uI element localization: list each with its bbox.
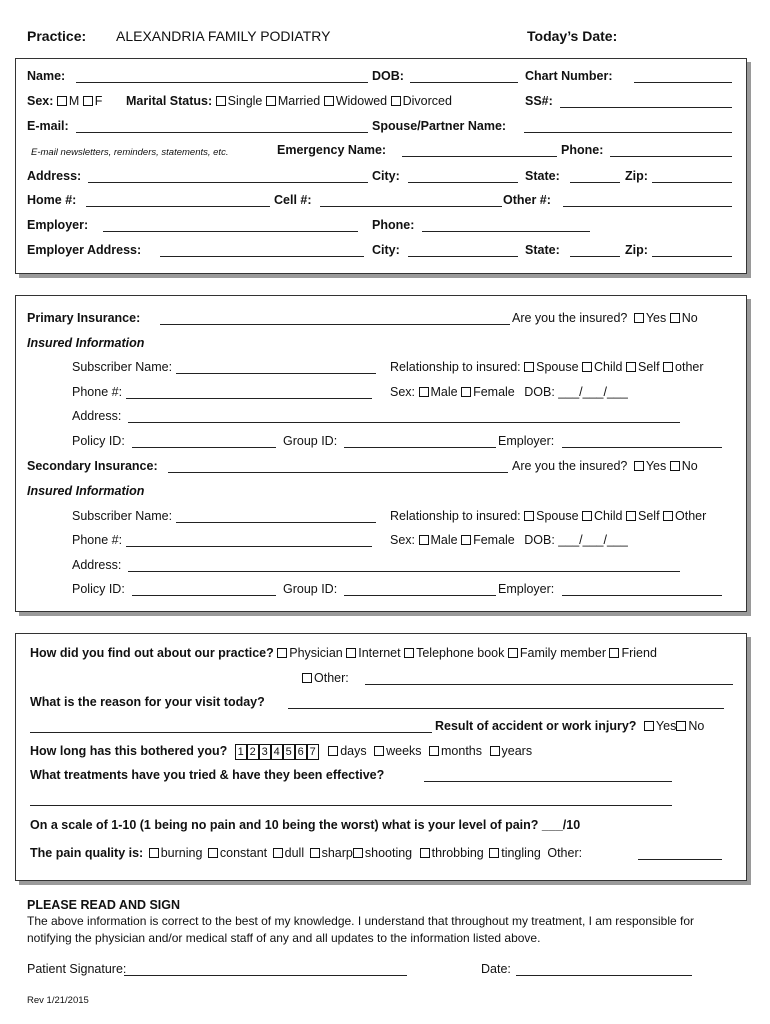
reason-field[interactable] — [288, 708, 724, 709]
employer-address-label: Employer Address: — [27, 243, 142, 257]
employer-phone-label: Phone: — [372, 218, 415, 232]
sex-f-checkbox[interactable] — [83, 96, 93, 106]
sex-label: Sex: — [27, 94, 54, 108]
email-note: E-mail newsletters, reminders, statements, etc. — [31, 147, 229, 158]
employer-zip-field[interactable] — [652, 256, 732, 257]
secondary-employer-field[interactable] — [562, 595, 722, 596]
secondary-employer-label: Employer: — [498, 582, 555, 596]
dob-field[interactable] — [410, 82, 518, 83]
primary-spouse-checkbox[interactable] — [524, 362, 534, 372]
spouse-label: Spouse/Partner Name: — [372, 119, 507, 133]
primary-group-field[interactable] — [344, 447, 496, 448]
primary-insured-info-heading: Insured Information — [27, 336, 145, 350]
secondary-self-label: Self — [638, 509, 660, 523]
employer-phone-field[interactable] — [422, 231, 590, 232]
signature-field[interactable] — [124, 975, 407, 976]
city-label: City: — [372, 169, 400, 183]
primary-child-checkbox[interactable] — [582, 362, 592, 372]
primary-policy-label: Policy ID: — [72, 434, 125, 448]
secondary-female-label: Female — [473, 533, 515, 547]
days-checkbox[interactable] — [328, 746, 338, 756]
primary-group-label: Group ID: — [283, 434, 338, 448]
secondary-insured-row — [512, 459, 698, 474]
primary-male-label: Male — [430, 385, 458, 399]
primary-insured-no-label: No — [681, 311, 698, 325]
secondary-subscriber-field[interactable] — [176, 522, 376, 523]
practice-name: ALEXANDRIA FAMILY PODIATRY — [116, 28, 331, 44]
months-checkbox[interactable] — [429, 746, 439, 756]
duration-number-boxes — [235, 744, 322, 758]
primary-address-label: Address: — [72, 409, 122, 423]
emergency-phone-label: Phone: — [561, 143, 604, 157]
secondary-address-label: Address: — [72, 558, 122, 572]
how-long-question: How long has this bothered you? — [30, 744, 228, 758]
primary-policy-field[interactable] — [132, 447, 276, 448]
telephone-book-checkbox[interactable] — [404, 648, 414, 658]
primary-dob-label: DOB: — [524, 385, 555, 399]
secondary-spouse-label: Spouse — [536, 509, 579, 523]
secondary-insured-no-label: No — [681, 459, 698, 473]
reason-field-line2[interactable] — [30, 732, 432, 733]
practice-label: Practice: — [27, 28, 87, 44]
secondary-sex-row — [390, 533, 628, 548]
years-label: years — [501, 744, 533, 758]
signature-label: Patient Signature: — [27, 962, 127, 976]
married-label: Married — [277, 94, 321, 108]
secondary-male-checkbox[interactable] — [419, 535, 429, 545]
find-other-field[interactable] — [365, 684, 733, 685]
pain-scale-question: On a scale of 1-10 (1 being no pain and 10 being the worst) what is your level of pain? — [30, 818, 539, 832]
address-field[interactable] — [88, 182, 368, 183]
accident-row — [435, 719, 704, 734]
family-member-label: Family member — [519, 646, 606, 660]
divorced-checkbox[interactable] — [391, 96, 401, 106]
sign-date-field[interactable] — [516, 975, 692, 976]
find-other-label: Other: — [314, 671, 349, 685]
secondary-male-label: Male — [430, 533, 458, 547]
constant-label: constant — [219, 846, 268, 860]
sign-heading: PLEASE READ AND SIGN — [27, 898, 181, 912]
cell-field[interactable] — [320, 206, 502, 207]
reason-question: What is the reason for your visit today? — [30, 695, 265, 709]
primary-relationship-row — [390, 360, 704, 375]
primary-insurance-label: Primary Insurance: — [27, 311, 141, 325]
primary-insurance-field[interactable] — [160, 324, 510, 325]
accident-yes-label: Yes — [655, 719, 677, 733]
duration-2-box[interactable]: 2 — [247, 744, 259, 760]
city-field[interactable] — [408, 182, 518, 183]
days-label: days — [340, 744, 367, 758]
home-label: Home #: — [27, 193, 77, 207]
shooting-checkbox[interactable] — [353, 848, 363, 858]
primary-sex-row — [390, 385, 628, 400]
duration-1-box[interactable]: 1 — [235, 744, 247, 760]
duration-4-box[interactable]: 4 — [271, 744, 283, 760]
secondary-relationship-label: Relationship to insured: — [390, 509, 521, 523]
dull-checkbox[interactable] — [273, 848, 283, 858]
primary-self-label: Self — [638, 360, 660, 374]
widowed-label: Widowed — [335, 94, 388, 108]
primary-employer-label: Employer: — [498, 434, 555, 448]
weeks-label: weeks — [386, 744, 422, 758]
secondary-group-field[interactable] — [344, 595, 496, 596]
primary-insured-yes-checkbox[interactable] — [634, 313, 644, 323]
name-label: Name: — [27, 69, 66, 83]
sign-date-label: Date: — [481, 962, 511, 976]
primary-subscriber-label: Subscriber Name: — [72, 360, 173, 374]
secondary-insurance-field[interactable] — [168, 472, 508, 473]
throbbing-label: throbbing — [431, 846, 484, 860]
single-checkbox[interactable] — [216, 96, 226, 106]
employer-field[interactable] — [103, 231, 358, 232]
primary-female-checkbox[interactable] — [461, 387, 471, 397]
friend-label: Friend — [621, 646, 657, 660]
secondary-other-checkbox[interactable] — [663, 511, 673, 521]
secondary-policy-field[interactable] — [132, 595, 276, 596]
primary-other-checkbox[interactable] — [663, 362, 673, 372]
friend-checkbox[interactable] — [609, 648, 619, 658]
widowed-checkbox[interactable] — [324, 96, 334, 106]
married-checkbox[interactable] — [266, 96, 276, 106]
primary-self-checkbox[interactable] — [626, 362, 636, 372]
sign-statement-line1: The above information is correct to the best of my knowledge. I understand that throughout my treatment, I am responsible for — [27, 914, 695, 928]
pain-quality-question: The pain quality is: — [30, 846, 144, 860]
quality-other-label: Other: — [547, 846, 583, 860]
weeks-checkbox[interactable] — [374, 746, 384, 756]
family-member-checkbox[interactable] — [508, 648, 518, 658]
chart-number-label: Chart Number: — [525, 69, 613, 83]
how-long-row — [30, 744, 532, 760]
secondary-insurance-label: Secondary Insurance: — [27, 459, 158, 473]
duration-5-box[interactable]: 5 — [283, 744, 295, 760]
primary-insured-row — [512, 311, 698, 326]
home-field[interactable] — [86, 206, 270, 207]
secondary-spouse-checkbox[interactable] — [524, 511, 534, 521]
employer-state-label: State: — [525, 243, 560, 257]
email-field[interactable] — [76, 132, 368, 133]
secondary-policy-label: Policy ID: — [72, 582, 125, 596]
divorced-label: Divorced — [402, 94, 452, 108]
physician-label: Physician — [289, 646, 343, 660]
marital-row — [126, 94, 452, 109]
employer-state-field[interactable] — [570, 256, 620, 257]
primary-insured-yes-label: Yes — [645, 311, 667, 325]
sharp-checkbox[interactable] — [310, 848, 320, 858]
revision-note: Rev 1/21/2015 — [27, 995, 89, 1006]
accident-no-label: No — [688, 719, 705, 733]
todays-date-label: Today’s Date: — [527, 28, 618, 44]
primary-phone-field[interactable] — [126, 398, 372, 399]
zip-label: Zip: — [625, 169, 648, 183]
internet-checkbox[interactable] — [346, 648, 356, 658]
find-other-row — [302, 671, 349, 686]
sign-statement-line2: notifying the physician and/or medical staff of any and all updates to the information listed above. — [27, 931, 541, 945]
emergency-field[interactable] — [402, 156, 557, 157]
secondary-other-label: Other — [675, 509, 707, 523]
sex-row — [27, 94, 102, 109]
years-checkbox[interactable] — [490, 746, 500, 756]
tingling-label: tingling — [501, 846, 541, 860]
email-label: E-mail: — [27, 119, 69, 133]
dull-label: dull — [284, 846, 305, 860]
secondary-child-label: Child — [594, 509, 623, 523]
secondary-sex-label: Sex: — [390, 533, 416, 547]
employer-city-field[interactable] — [408, 256, 518, 257]
secondary-group-label: Group ID: — [283, 582, 338, 596]
throbbing-checkbox[interactable] — [420, 848, 430, 858]
sex-m-checkbox[interactable] — [57, 96, 67, 106]
primary-relationship-label: Relationship to insured: — [390, 360, 521, 374]
telephone-book-label: Telephone book — [416, 646, 505, 660]
duration-3-box[interactable]: 3 — [259, 744, 271, 760]
internet-label: Internet — [358, 646, 401, 660]
dob-label: DOB: — [372, 69, 404, 83]
duration-7-box[interactable]: 7 — [307, 744, 319, 760]
cell-label: Cell #: — [274, 193, 312, 207]
primary-employer-field[interactable] — [562, 447, 722, 448]
secondary-subscriber-label: Subscriber Name: — [72, 509, 173, 523]
employer-zip-label: Zip: — [625, 243, 648, 257]
address-label: Address: — [27, 169, 82, 183]
secondary-insured-yes-label: Yes — [645, 459, 667, 473]
primary-male-checkbox[interactable] — [419, 387, 429, 397]
secondary-female-checkbox[interactable] — [461, 535, 471, 545]
burning-label: burning — [160, 846, 203, 860]
primary-subscriber-field[interactable] — [176, 373, 376, 374]
treatments-question: What treatments have you tried & have they been effective? — [30, 768, 385, 782]
secondary-insured-info-heading: Insured Information — [27, 484, 145, 498]
tingling-checkbox[interactable] — [489, 848, 499, 858]
pain-scale-row — [30, 818, 580, 833]
secondary-dob-label: DOB: — [524, 533, 555, 547]
primary-insured-no-checkbox[interactable] — [670, 313, 680, 323]
secondary-relationship-row — [390, 509, 706, 524]
primary-dob-field[interactable]: ___/___/___ — [558, 385, 628, 399]
sharp-label: sharp — [321, 846, 353, 860]
ss-label: SS#: — [525, 94, 553, 108]
shooting-label: shooting — [364, 846, 413, 860]
emergency-phone-field[interactable] — [610, 156, 732, 157]
secondary-phone-field[interactable] — [126, 546, 372, 547]
ss-field[interactable] — [560, 107, 732, 108]
physician-checkbox[interactable] — [277, 648, 287, 658]
secondary-insured-yes-checkbox[interactable] — [634, 461, 644, 471]
chart-number-field[interactable] — [634, 82, 732, 83]
primary-sex-label: Sex: — [390, 385, 416, 399]
treatments-field[interactable] — [424, 781, 672, 782]
secondary-address-field[interactable] — [128, 571, 680, 572]
primary-other-label: other — [675, 360, 704, 374]
find-practice-question: How did you find out about our practice? — [30, 646, 274, 660]
primary-child-label: Child — [594, 360, 623, 374]
other-phone-field[interactable] — [563, 206, 732, 207]
duration-6-box[interactable]: 6 — [295, 744, 307, 760]
accident-question: Result of accident or work injury? — [435, 719, 637, 733]
primary-spouse-label: Spouse — [536, 360, 579, 374]
accident-yes-checkbox[interactable] — [644, 721, 654, 731]
pain-quality-row — [30, 846, 582, 861]
sex-m-label: M — [68, 94, 80, 108]
other-phone-label: Other #: — [503, 193, 551, 207]
pain-scale-field[interactable]: ___/10 — [541, 818, 581, 832]
burning-checkbox[interactable] — [149, 848, 159, 858]
secondary-self-checkbox[interactable] — [626, 511, 636, 521]
secondary-are-insured-label: Are you the insured? — [512, 459, 628, 473]
employer-label: Employer: — [27, 218, 89, 232]
zip-field[interactable] — [652, 182, 732, 183]
marital-label: Marital Status: — [126, 94, 213, 108]
secondary-phone-label: Phone #: — [72, 533, 123, 547]
primary-female-label: Female — [473, 385, 515, 399]
spouse-field[interactable] — [524, 132, 732, 133]
secondary-insured-no-checkbox[interactable] — [670, 461, 680, 471]
primary-are-insured-label: Are you the insured? — [512, 311, 628, 325]
employer-city-label: City: — [372, 243, 400, 257]
find-practice-row — [30, 646, 657, 661]
primary-phone-label: Phone #: — [72, 385, 123, 399]
single-label: Single — [227, 94, 263, 108]
employer-address-field[interactable] — [160, 256, 364, 257]
secondary-child-checkbox[interactable] — [582, 511, 592, 521]
state-field[interactable] — [570, 182, 620, 183]
primary-address-field[interactable] — [128, 422, 680, 423]
sex-f-label: F — [94, 94, 103, 108]
find-other-checkbox[interactable] — [302, 673, 312, 683]
treatments-field-line2[interactable] — [30, 805, 672, 806]
patient-info-section — [15, 58, 747, 274]
name-field[interactable] — [76, 82, 368, 83]
secondary-dob-field[interactable]: ___/___/___ — [558, 533, 628, 547]
months-label: months — [441, 744, 483, 758]
state-label: State: — [525, 169, 560, 183]
emergency-label: Emergency Name: — [277, 143, 387, 157]
constant-checkbox[interactable] — [208, 848, 218, 858]
accident-no-checkbox[interactable] — [676, 721, 686, 731]
quality-other-field[interactable] — [638, 859, 722, 860]
